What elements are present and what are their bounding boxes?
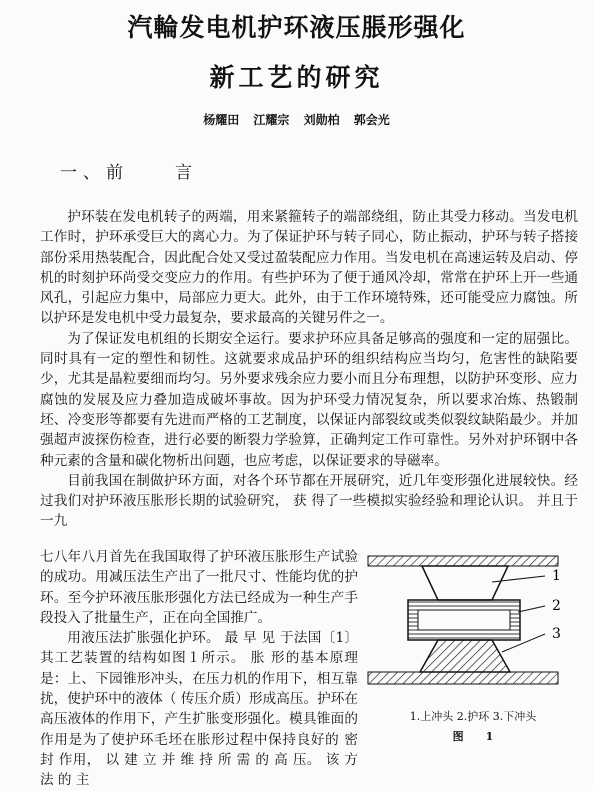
body-text-left-column [40,547,358,791]
label-3: 3 [552,626,561,642]
figure-caption: 1.上冲头 2.护环 3.下冲头 [409,710,537,723]
figure-number: 图 1 [452,730,494,743]
paragraph: 用液压法扩胀强化护环。 最 早 见 于法国〔1〕 其工艺装置的结构如图１所示。 胀 形的基本原理 是：上、下园锥形冲头，在压力机的作用下，相互靠扰，使护环中的液体（ 传压介质）形成高压。护环在高压液体的作用下，产生扩胀变形强化。模具锥面的作用是为了使护环毛坯在胀形过程中保持良好的 密 封 作用， 以 建 立 并 维 持 所 需 的 高 压。 该 方 法 的 主 [40,630,358,789]
body-text-full-width [40,207,578,532]
paragraph: 为了保证发电机组的长期安全运行。要求护环应具备足够高的强度和一定的屈强比。同时具有一定的塑性和韧性。这就要求成品护环的组织结构应当均匀，危害性的缺陷要少，尤其是晶粒要细而均匀。另外要求残余应力要小而且分布理想，以防护环变形、应力腐蚀的发展及应力叠加造成破坏事故。因为护环受力情况复杂，所以要求冶炼、热锻制坯、冷变形等都要有先进而严格的工艺制度，以保证内部裂纹或类似裂纹缺陷最少。并加强超声波探伤检查，进行必要的断裂力学验算，正确判定工作可靠性。另外对护环钢中各种元素的含量和碳化物析出问题，也应考虑，以保证要求的导磁率。 [40,330,578,469]
leader-line-1 [492,576,545,582]
leader-line-2 [518,606,545,612]
paper-title-line-1: 汽輪发电机护环液压脹形强化 [127,13,466,42]
label-1: 1 [552,568,561,584]
lower-punch [420,640,510,672]
die-diagram [360,548,586,708]
lower-platen [368,672,558,684]
paper-title-line-2: 新工艺的研究 [209,63,384,92]
figure-1 [360,548,586,748]
upper-platen [368,556,558,566]
paragraph: 目前我国在制做护环方面，对各个环节都在开展研究，近几年变形强化进展较快。经过我们对护环液压胀形长期的试验研究， 获 得了一些模拟实验经验和理论认识。 并且于一九 [40,472,578,530]
ring-cavity [418,610,510,630]
section-heading: 一、前 言 [60,163,198,183]
label-2: 2 [552,598,561,614]
upper-punch [422,566,508,600]
paragraph: 护环装在发电机转子的两端，用来紧箍转子的端部绕组，防止其受力移动。当发电机工作时，护环承受巨大的离心力。为了保证护环与转子同心，防止振动，护环与转子搭接部份采用热装配合，因此配合处又受过盈装配应力作用。当发电机在高速运转及启动、停机的时刻护环尚受交变应力的作用。有些护环为了便于通风冷却，常常在护环上开一些通风孔，引起应力集中，局部应力更大。此外，由于工作环境特殊，还可能受应力腐蚀。所以护环是发电机中受力最复杂，要求最高的关键另件之一。 [40,209,578,327]
authors: 杨耀田 江耀宗 刘勋柏 郭会光 [203,113,390,127]
paragraph-continuation: 七八年八月首先在我国取得了护环液压胀形生产试验的成功。用减压法生产出了一批尺寸、性能均优的护环。至今护环液压胀形强化方法已经成为一种生产手段投入了批量生产，正在向全国推广。 [40,549,358,626]
